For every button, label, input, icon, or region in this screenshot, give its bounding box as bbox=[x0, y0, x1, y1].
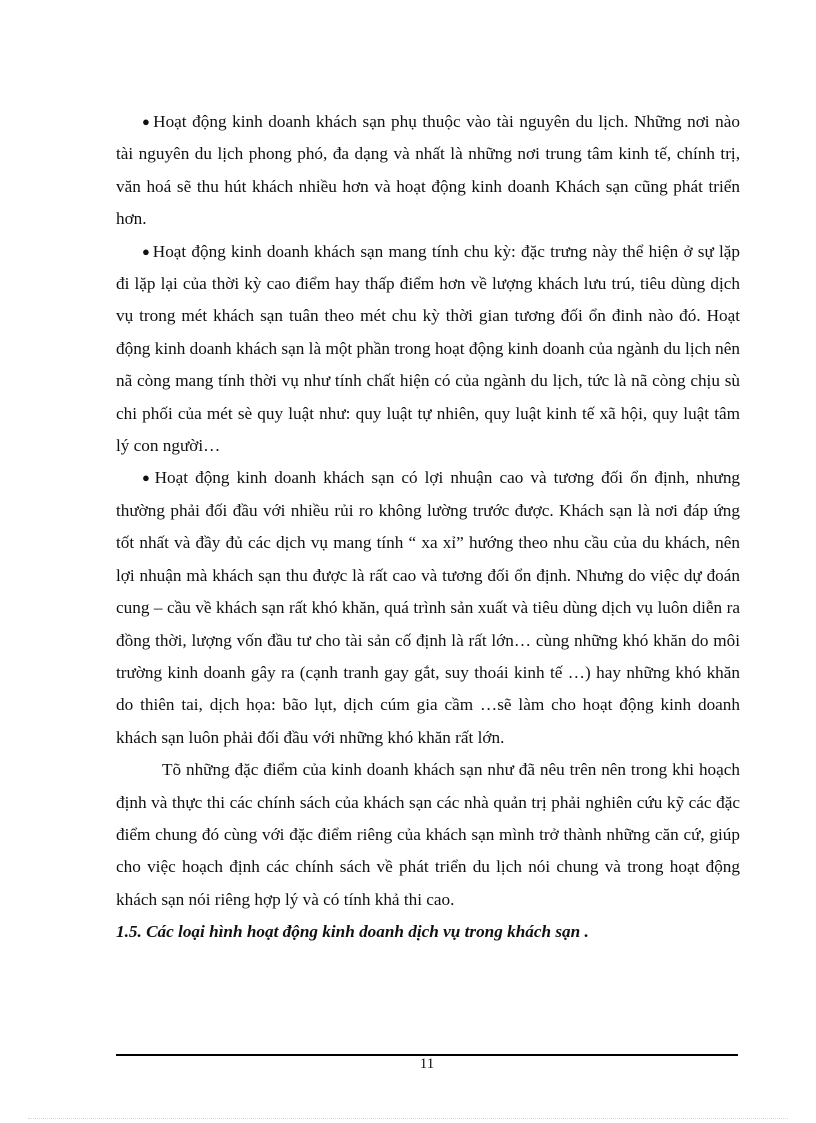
paragraph-cyclical-nature bbox=[116, 236, 740, 463]
bullet-icon: ● bbox=[142, 114, 152, 129]
paragraph-text: Hoạt động kinh doanh khách sạn có lợi nhuận cao và tương đối ổn định, nhưng thường phải đối đầu với nhiều rủi ro không lường trước được. Khách sạn là nơi đáp ứng tốt nhất và đầy đủ các dịch vụ mang tính “ xa xỉ” hướng theo nhu cầu của du khách, nên lợi nhuận mà khách sạn thu được là rất cao và tương đối ổn định. Nhưng do việc dự đoán cung – cầu về khách sạn rất khó khăn, quá trình sản xuất và tiêu dùng dịch vụ luôn diễn ra đồng thời, lượng vốn đầu tư cho tài sản cố định là rất lớn… cùng những khó khăn do môi trường kinh doanh gây ra (cạnh tranh gay gắt, suy thoái kinh tế …) hay những khó khăn do thiên tai, dịch họa: bão lụt, dịch cúm gia cầm …sẽ làm cho hoạt động kinh doanh khách sạn luôn phải đối đầu với những khó khăn rất lớn. bbox=[116, 468, 741, 747]
paragraph-text: Hoạt động kinh doanh khách sạn mang tính chu kỳ: đặc trưng này thể hiện ở sự lặp đi lặp lại của thời kỳ cao điểm hay thấp điểm hơn về lượng khách lưu trú, tiêu dùng dịch vụ trong mét khách sạn tuân theo mét chu kỳ thời gian tương đối ổn đinh nào đó. Hoạt động kinh doanh khách sạn là một phần trong hoạt động kinh doanh của ngành du lịch nên nã còng mang tính thời vụ như tính chất hiện có của ngành du lịch, tức là nã còng chịu sù chi phối của mét sè quy luật như: quy luật tự nhiên, quy luật kinh tế xã hội, quy luật tâm lý con người… bbox=[116, 241, 740, 456]
page-body bbox=[116, 106, 740, 949]
paragraph-profit-and-risk bbox=[116, 462, 740, 754]
page-bottom-edge-divider bbox=[28, 1118, 788, 1119]
paragraph-conclusion bbox=[116, 754, 740, 916]
bullet-icon: ● bbox=[142, 470, 153, 486]
paragraph-text: Tõ những đặc điểm của kinh doanh khách sạn như đã nêu trên nên trong khi hoạch định và thực thi các chính sách của khách sạn các nhà quản trị phải nghiên cứu kỹ các đặc điểm chung đó cùng với đặc điểm riêng của khách sạn mình trở thành những căn cứ, giúp cho việc hoạch định các chính sách về phát triển du lịch nói chung và trong hoạt động khách sạn nói riêng hợp lý và có tính khả thi cao. bbox=[116, 760, 740, 909]
bullet-icon: ● bbox=[142, 243, 151, 259]
paragraph-text: Hoạt động kinh doanh khách sạn phụ thuộc vào tài nguyên du lịch. Những nơi nào tài nguyên du lịch phong phó, đa dạng và nhất là những nơi trung tâm kinh tế, chính trị, văn hoá sẽ thu hút khách nhiều hơn và hoạt động kinh doanh Khách sạn cũng phát triển hơn. bbox=[116, 112, 740, 229]
paragraph-tourism-resources bbox=[116, 106, 740, 236]
page-number: 11 bbox=[419, 1056, 435, 1072]
section-heading: 1.5. Các loại hình hoạt động kinh doanh dịch vụ trong khách sạn . bbox=[116, 922, 589, 942]
